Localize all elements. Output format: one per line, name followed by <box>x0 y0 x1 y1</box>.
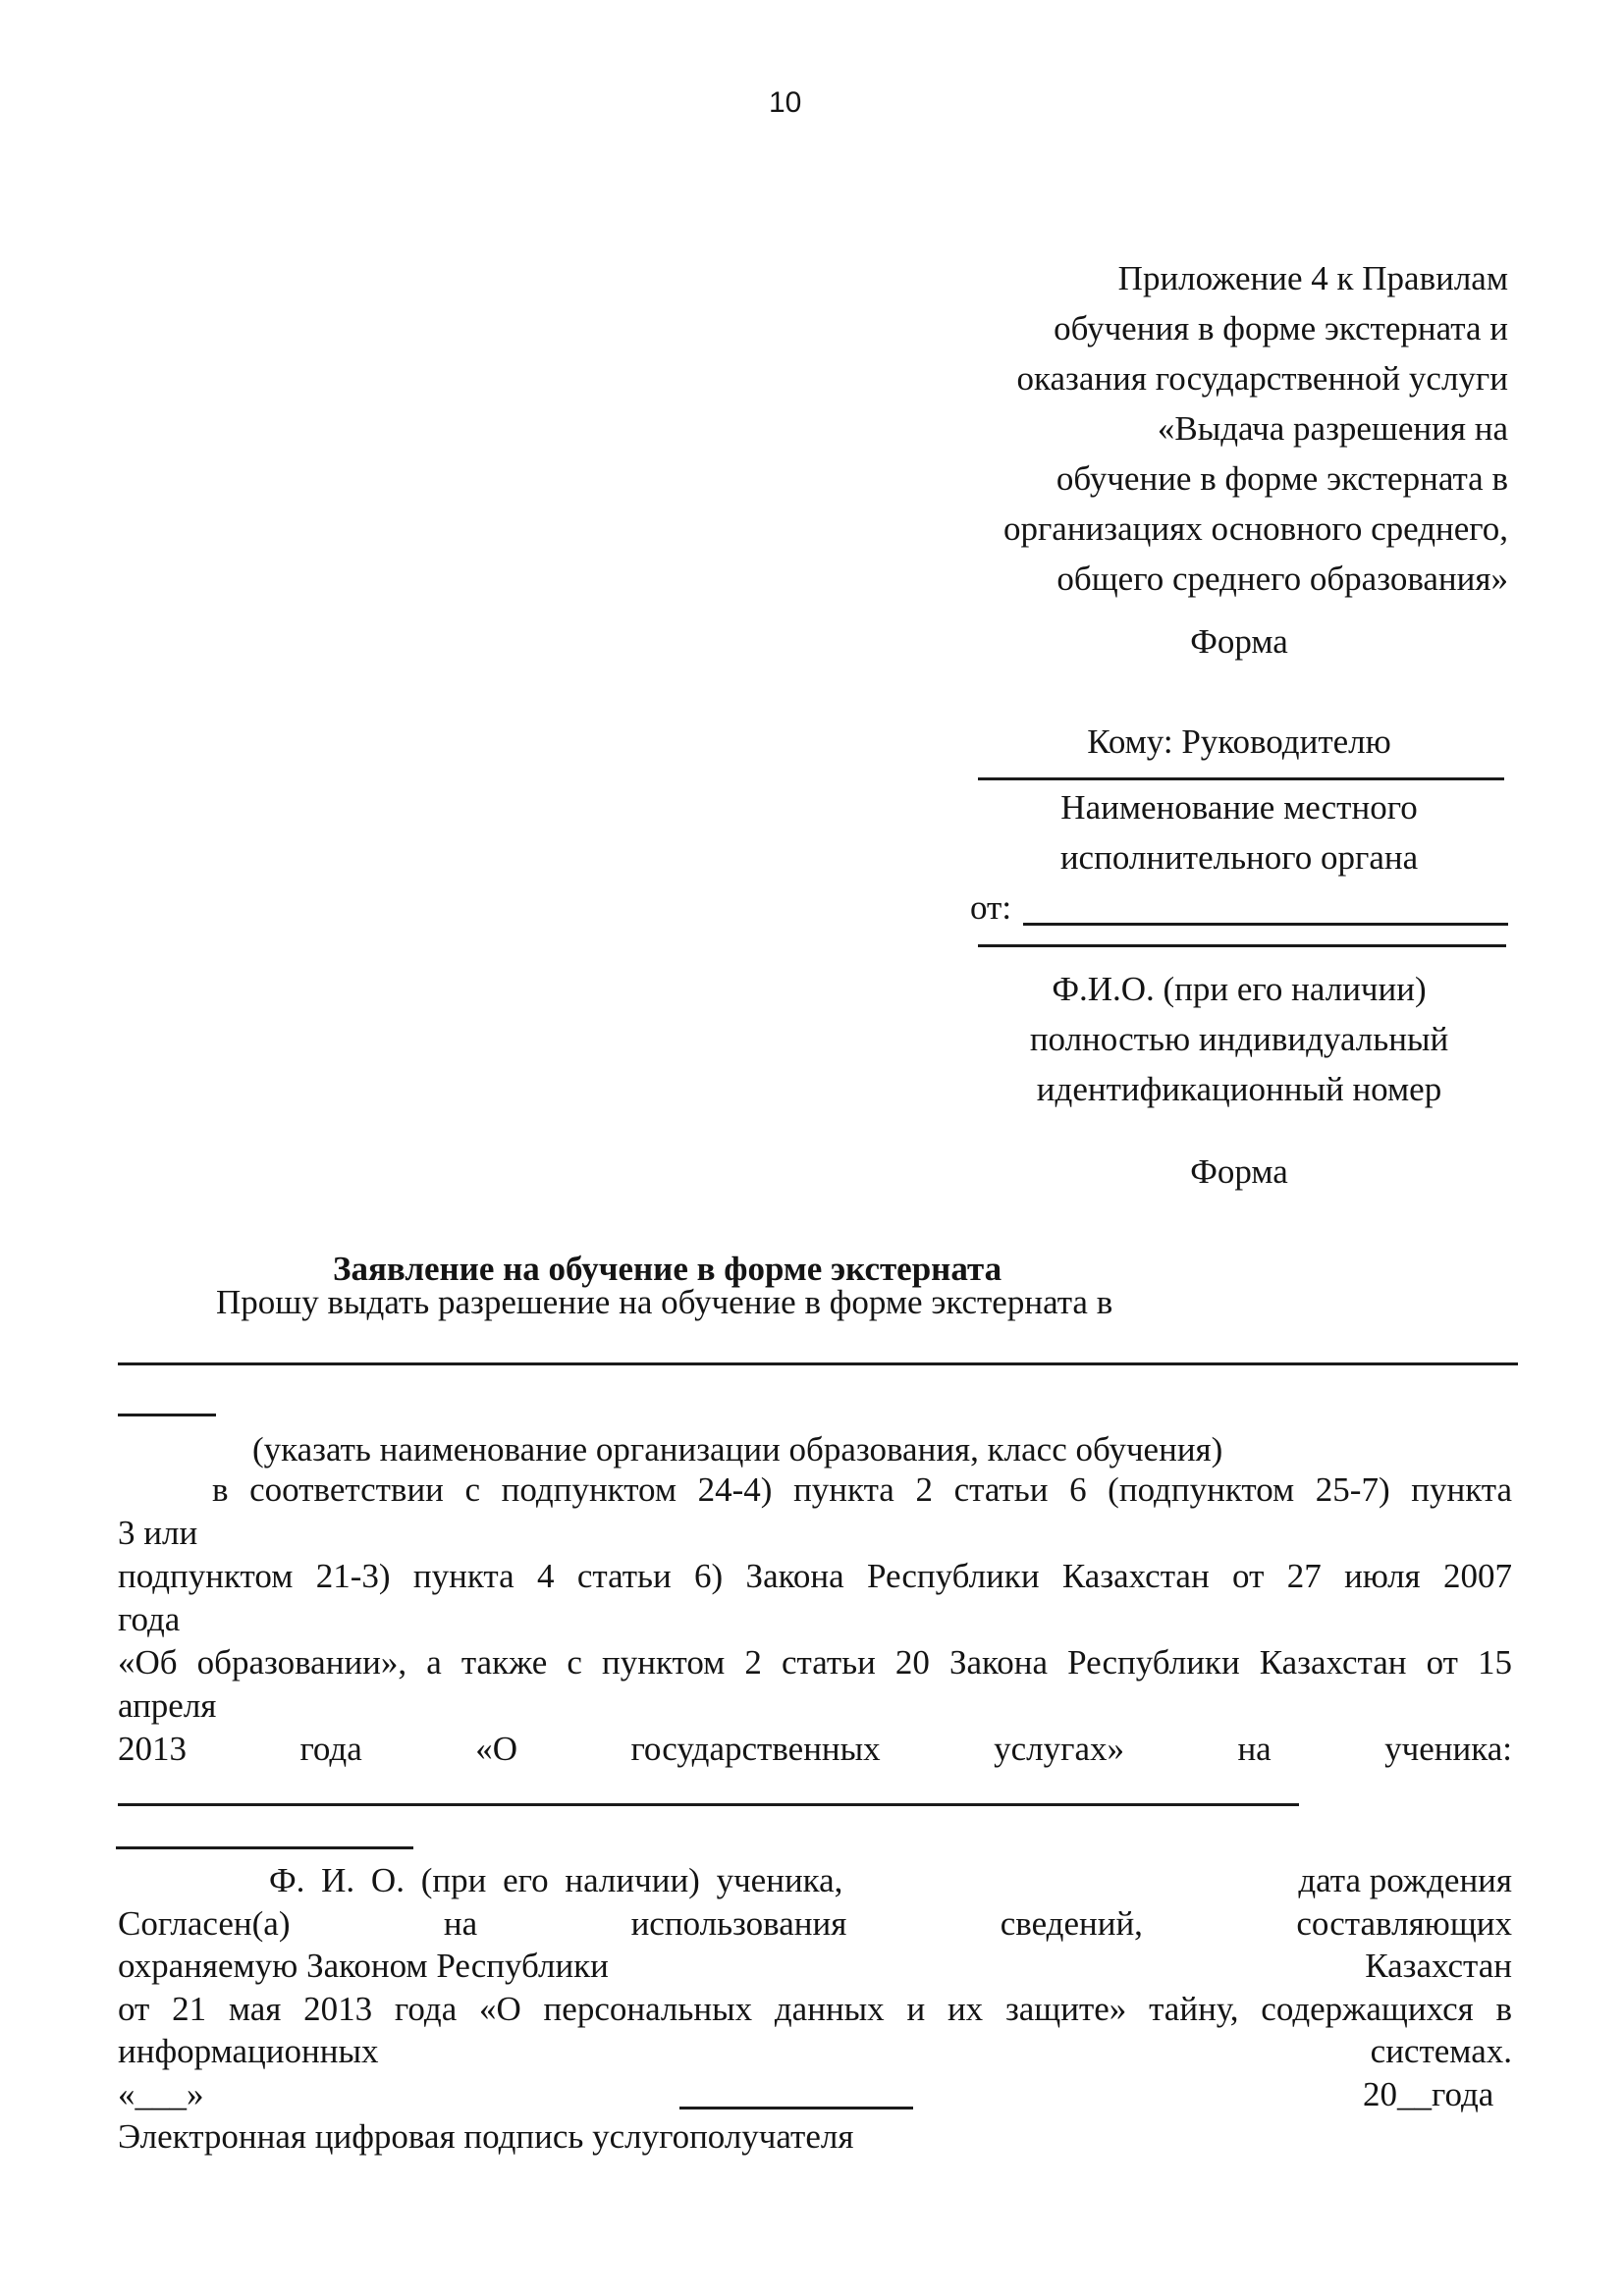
applicant-name-blank-line <box>978 944 1506 947</box>
from-blank-line <box>1023 882 1508 926</box>
appendix-reference <box>970 253 1508 604</box>
legal-line-4: года <box>118 1600 181 1638</box>
esign-caption: Электронная цифровая подпись услугополучателя <box>118 2117 854 2156</box>
request-line: Прошу выдать разрешение на обучение в форме экстерната в <box>216 1283 1113 1321</box>
protected-law-right: Казахстан <box>1365 1947 1512 1985</box>
from-row <box>970 882 1508 933</box>
student-name-blank-line-short <box>116 1846 413 1849</box>
fio-caption-line2: полностью индивидуальный <box>1029 1020 1449 1058</box>
student-caption-row <box>269 1859 1512 1902</box>
appendix-line: организациях основного среднего, <box>1002 509 1508 548</box>
legal-line-1: в соответствии с подпунктом 24-4) пункта 2 статьи 6 (подпунктом 25-7) пункта <box>212 1470 1512 1509</box>
info-systems-left: информационных <box>118 2032 379 2070</box>
addressee-line: Кому: Руководителю <box>1087 722 1391 761</box>
organization-blank-line <box>118 1362 1518 1365</box>
appendix-line: обучения в форме экстерната и <box>1054 309 1508 347</box>
info-systems-right: системах. <box>1370 2032 1512 2070</box>
organization-hint: (указать наименование организации образования, класс обучения) <box>252 1430 1223 1468</box>
page-number: 10 <box>769 86 802 119</box>
appendix-line: общего среднего образования» <box>1056 560 1508 598</box>
personal-data-law-line: от 21 мая 2013 года «О персональных данных и их защите» тайну, содержащихся в <box>118 1990 1512 2028</box>
application-title: Заявление на обучение в форме экстерната <box>333 1250 1002 1288</box>
appendix-line: оказания государственной услуги <box>1016 359 1508 398</box>
org-caption-line2: исполнительного органа <box>1059 838 1419 877</box>
student-name-blank-line <box>118 1803 1299 1806</box>
appendix-line: Приложение 4 к Правилам <box>1117 259 1508 297</box>
legal-line-3: подпунктом 21-3) пункта 4 статьи 6) Закона Республики Казахстан от 27 июля 2007 <box>118 1557 1512 1595</box>
protected-law-left: охраняемую Законом Республики <box>118 1947 609 1985</box>
protected-law-row <box>118 1945 1512 1988</box>
student-fio-caption: Ф. И. О. (при его наличии) ученика, <box>269 1861 843 1899</box>
fio-caption-line3: идентификационный номер <box>1036 1070 1442 1108</box>
legal-line-5: «Об образовании», а также с пунктом 2 статьи 20 Закона Республики Казахстан от 15 <box>118 1643 1512 1682</box>
from-label: от: <box>970 888 1012 927</box>
organization-blank-line-short <box>118 1414 216 1416</box>
birth-date-caption: дата рождения <box>1298 1861 1512 1899</box>
date-day-blank: «___» <box>118 2075 204 2113</box>
legal-line-7: 2013 года «О государственных услугах» на ученика: <box>118 1730 1512 1768</box>
appendix-line: обучение в форме экстерната в <box>1056 459 1508 498</box>
appendix-line: «Выдача разрешения на <box>1157 409 1508 448</box>
legal-line-6: апреля <box>118 1686 217 1725</box>
legal-line-2: 3 или <box>118 1514 198 1552</box>
consent-line: Согласен(а) на использования сведений, составляющих <box>118 1904 1512 1943</box>
form-label-1: Форма <box>1190 622 1288 661</box>
signature-blank-line <box>679 2107 913 2109</box>
org-caption-line1: Наименование местного <box>1060 788 1418 827</box>
date-year-blank: 20__года <box>1363 2075 1494 2113</box>
org-name-blank-line <box>978 777 1504 780</box>
form-label-2: Форма <box>1190 1152 1288 1191</box>
fio-caption-line1: Ф.И.О. (при его наличии) <box>1052 970 1427 1008</box>
info-systems-row <box>118 2030 1512 2073</box>
